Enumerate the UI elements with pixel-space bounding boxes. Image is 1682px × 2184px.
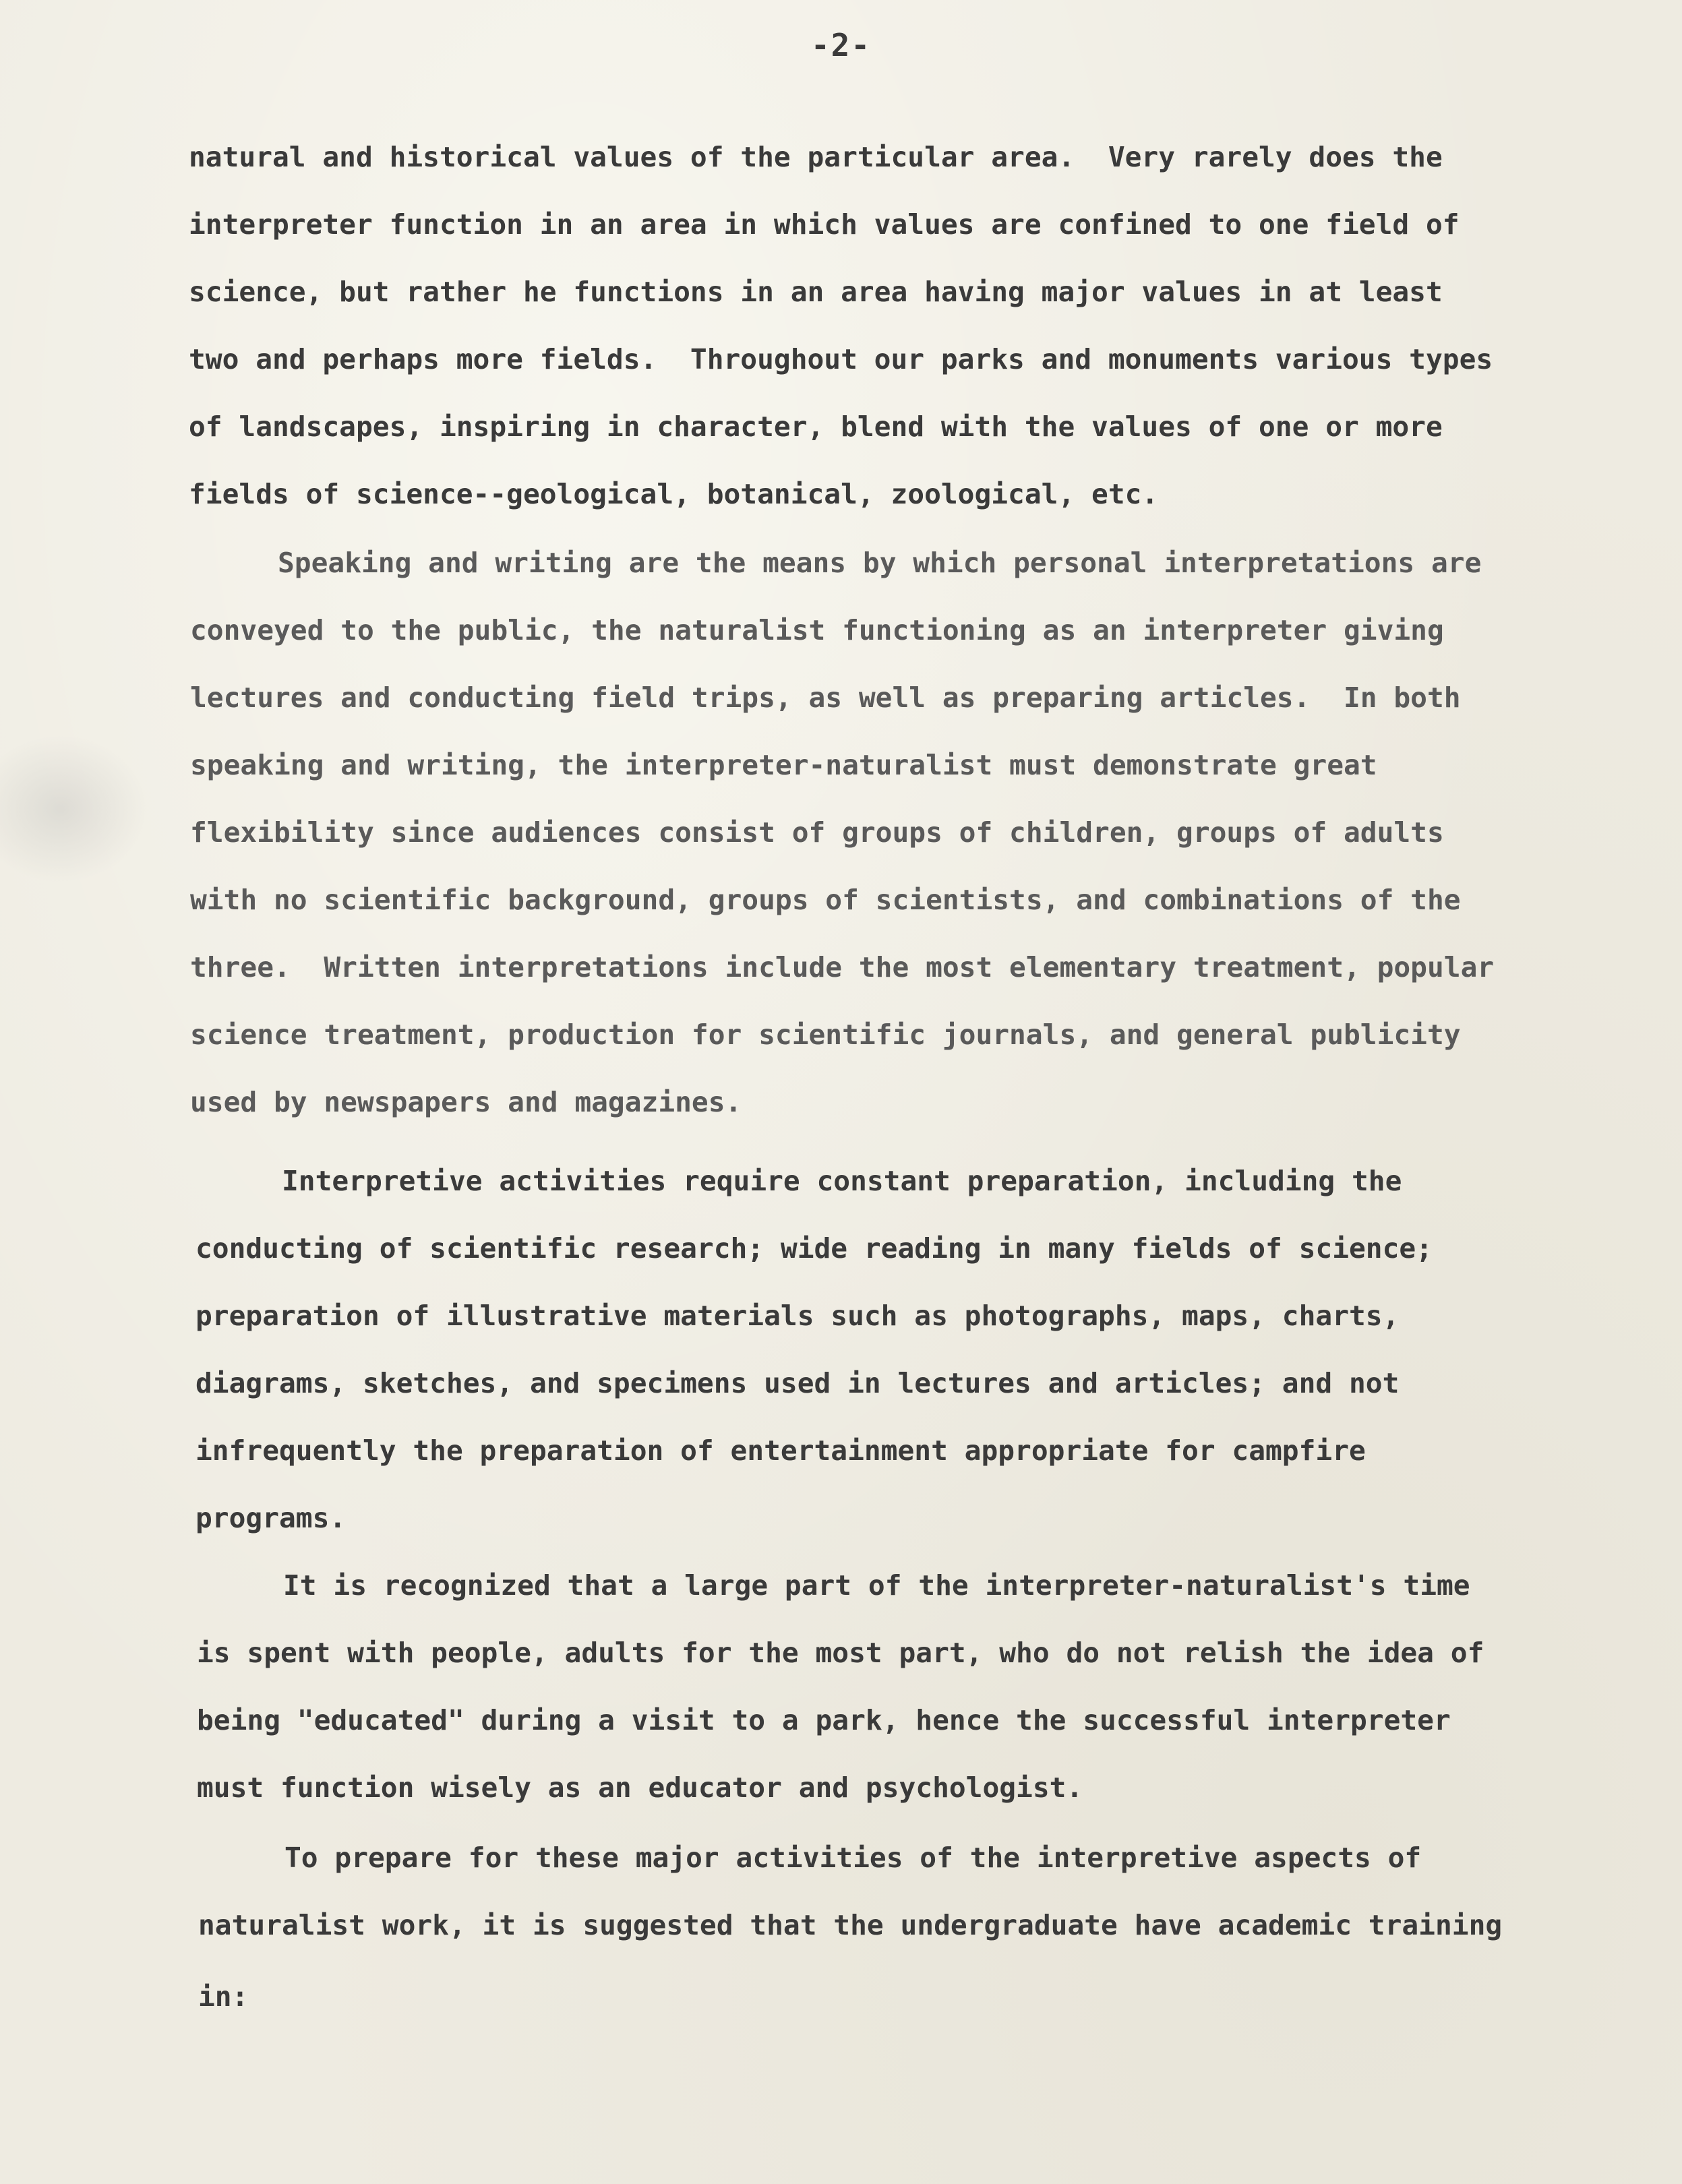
text-line: conveyed to the public, the naturalist functioning as an interpreter giving [190, 614, 1444, 646]
page-number: -2- [810, 27, 872, 63]
text-line: three. Written interpretations include the most elementary treatment, popular [190, 951, 1495, 983]
text-line: infrequently the preparation of entertainment appropriate for campfire [196, 1434, 1366, 1467]
text-line: To prepare for these major activities of the interpretive aspects of [284, 1842, 1422, 1874]
text-line: in: [198, 1980, 249, 2013]
text-line: interpreter function in an area in which values are confined to one field of [189, 208, 1460, 241]
text-line: two and perhaps more fields. Throughout our parks and monuments various types [189, 343, 1493, 375]
text-line: programs. [196, 1502, 347, 1534]
text-line: used by newspapers and magazines. [190, 1086, 742, 1118]
text-line: must function wisely as an educator and psychologist. [197, 1771, 1083, 1804]
text-line: lectures and conducting field trips, as well as preparing articles. In both [190, 681, 1461, 714]
text-line: speaking and writing, the interpreter-naturalist must demonstrate great [190, 749, 1377, 781]
text-line: science, but rather he functions in an area having major values in at least [189, 276, 1443, 308]
text-line: with no scientific background, groups of scientists, and combinations of the [190, 884, 1461, 916]
text-line: of landscapes, inspiring in character, blend with the values of one or more [189, 411, 1443, 443]
text-line: It is recognized that a large part of the interpreter-naturalist's time [283, 1569, 1470, 1602]
paper-smudge [0, 735, 148, 883]
text-line: Speaking and writing are the means by which personal interpretations are [278, 547, 1482, 579]
text-line: conducting of scientific research; wide reading in many fields of science; [196, 1232, 1433, 1265]
text-line: naturalist work, it is suggested that the undergraduate have academic training [198, 1909, 1503, 1941]
text-line: is spent with people, adults for the most part, who do not relish the idea of [197, 1637, 1484, 1669]
text-line: Interpretive activities require constant preparation, including the [282, 1165, 1402, 1197]
text-line: diagrams, sketches, and specimens used in lectures and articles; and not [196, 1367, 1400, 1399]
text-line: flexibility since audiences consist of groups of children, groups of adults [190, 816, 1444, 849]
text-line: being "educated" during a visit to a park, hence the successful interpreter [197, 1704, 1451, 1736]
text-line: natural and historical values of the particular area. Very rarely does the [189, 141, 1443, 173]
text-line: preparation of illustrative materials such as photographs, maps, charts, [196, 1300, 1400, 1332]
text-line: fields of science--geological, botanical, zoological, etc. [189, 478, 1159, 510]
text-line: science treatment, production for scientific journals, and general publicity [190, 1019, 1461, 1051]
